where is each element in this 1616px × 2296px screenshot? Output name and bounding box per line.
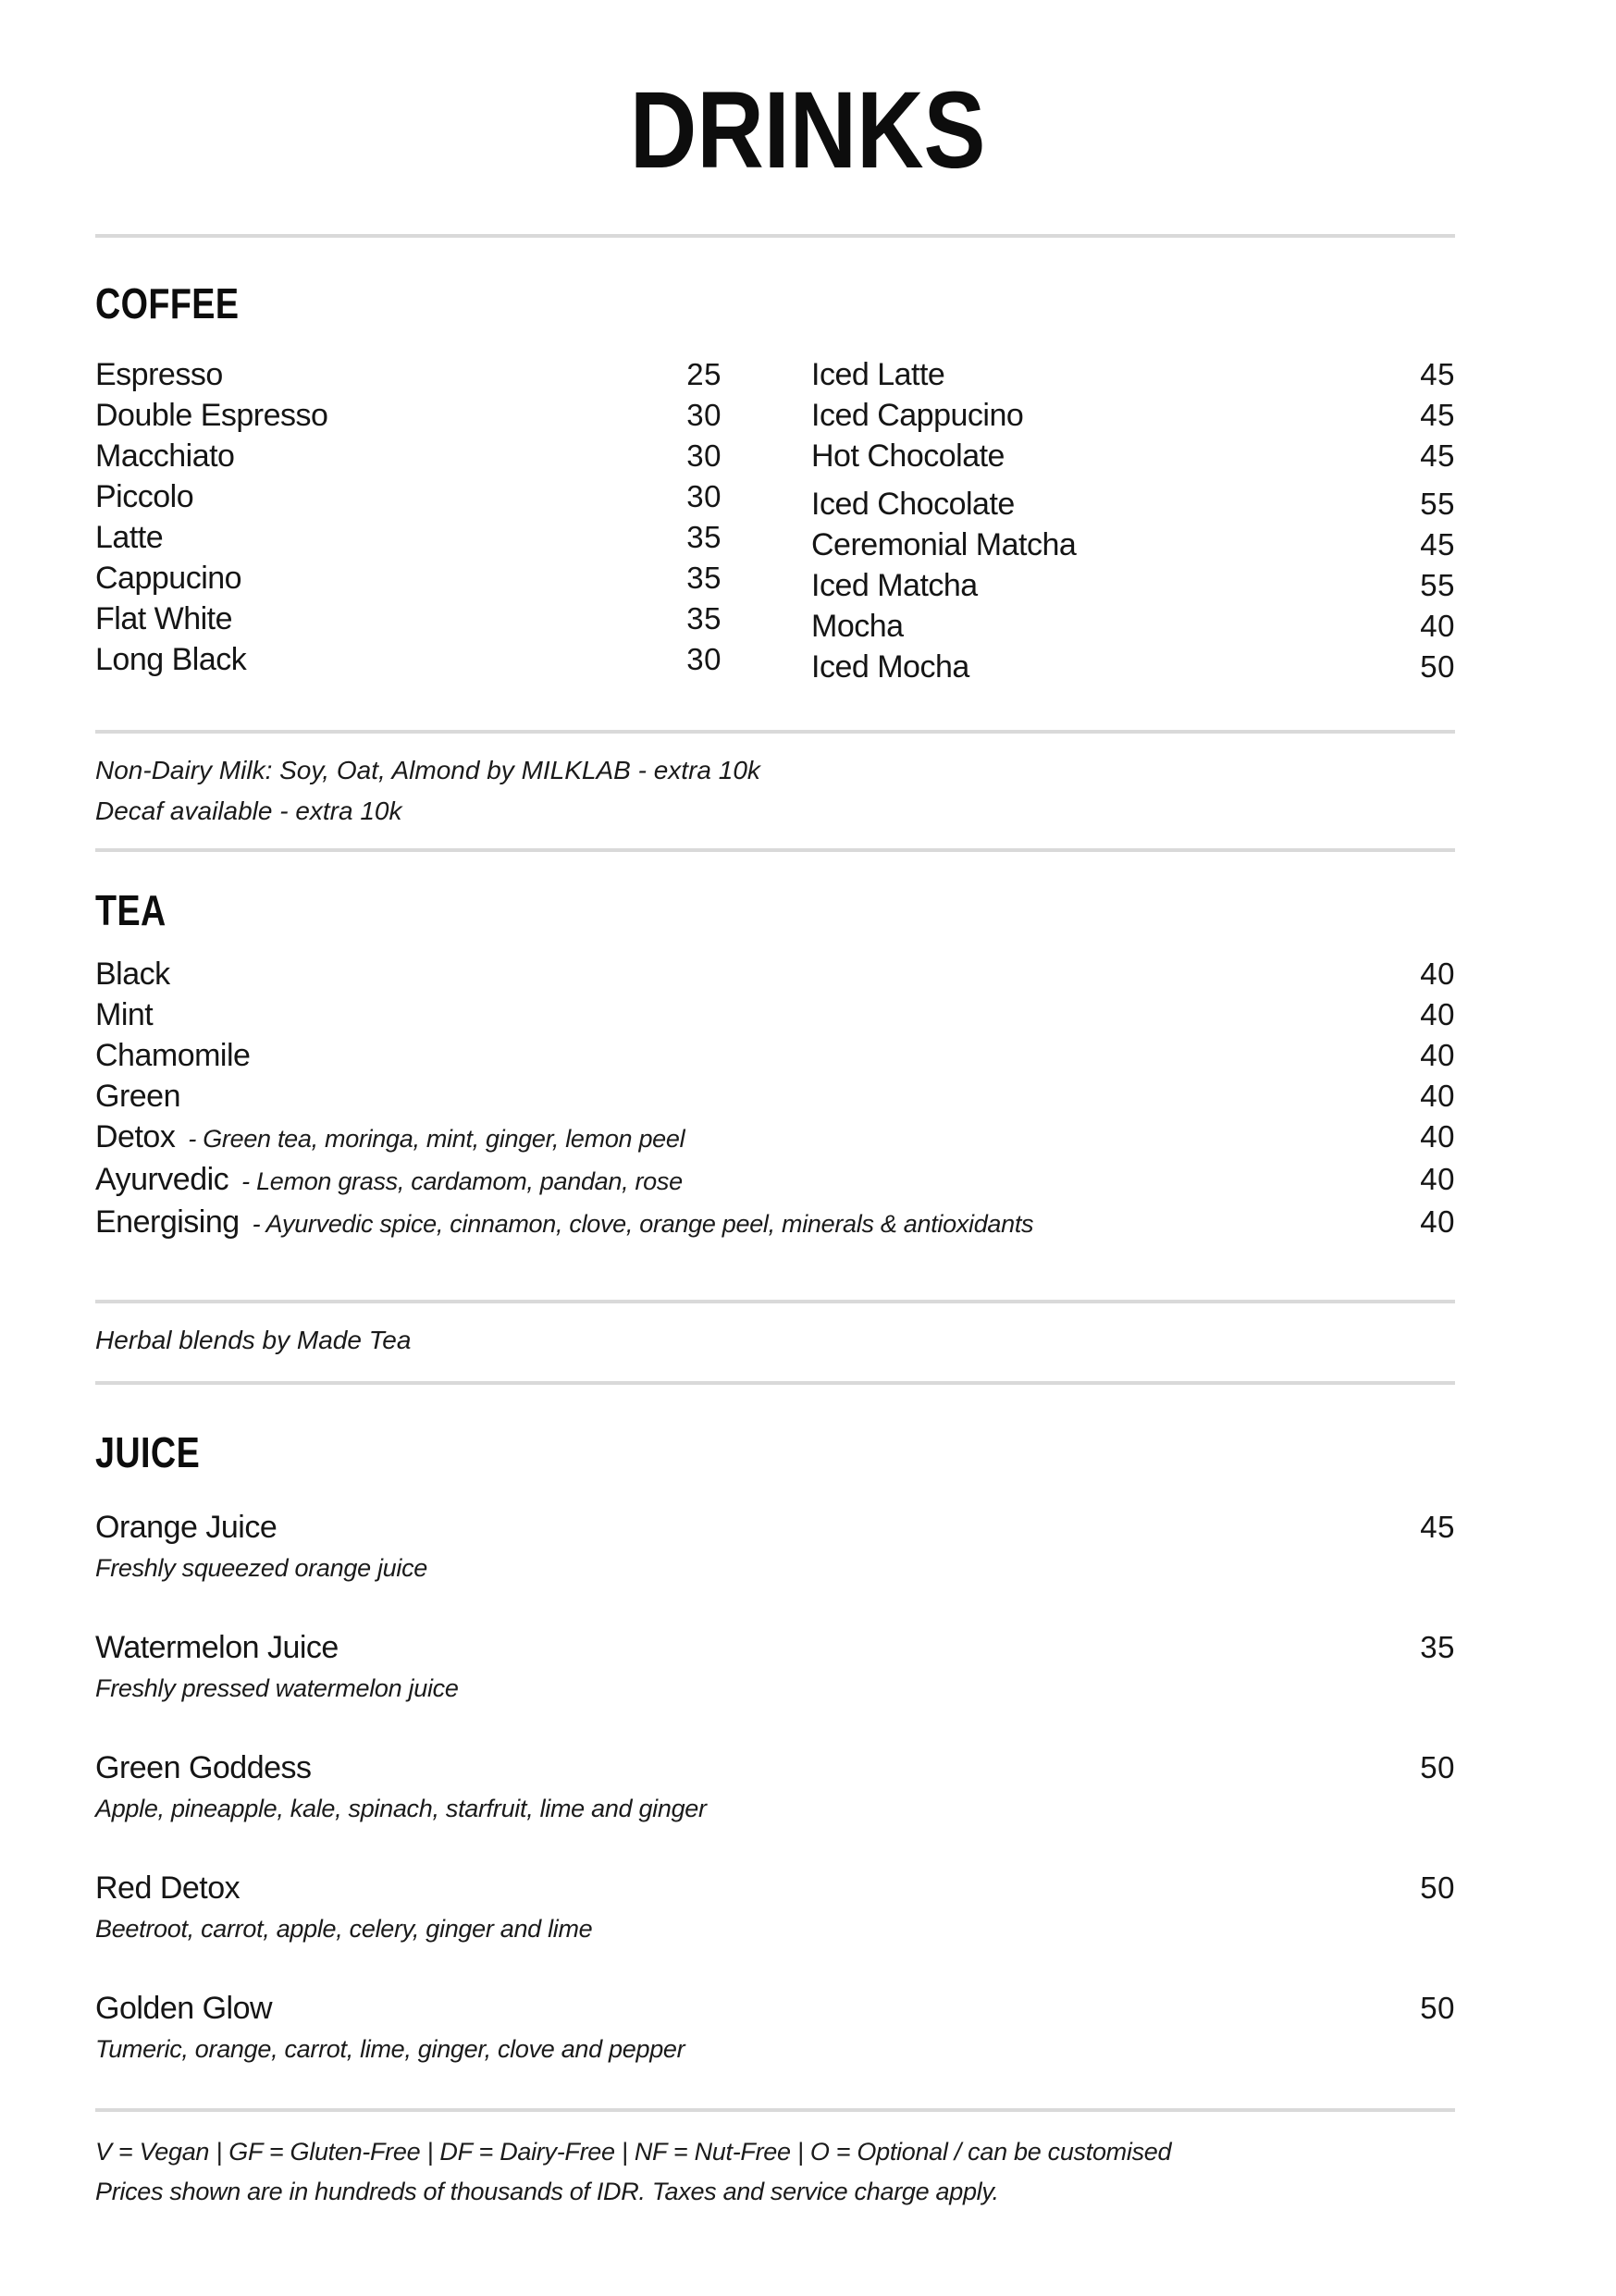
menu-item-row (95, 639, 722, 680)
item-price: 40 (1420, 609, 1455, 643)
item-price: 40 (1420, 1038, 1455, 1072)
item-name: Hot Chocolate (811, 438, 1005, 474)
menu-item-row (95, 436, 722, 476)
item-name: Mint (95, 997, 154, 1032)
menu-item (95, 1627, 1455, 1707)
section-heading-coffee-text: COFFEE (95, 279, 240, 327)
item-price: 35 (686, 520, 722, 554)
item-name: Chamomile (95, 1038, 251, 1073)
tea-note (95, 1320, 1455, 1361)
note-line: Decaf available - extra 10k (95, 796, 402, 825)
menu-item (95, 1868, 1455, 1947)
item-name: Iced Cappucino (811, 398, 1024, 433)
menu-item-row (95, 354, 722, 395)
coffee-right-column (811, 354, 1455, 687)
menu-item-row (811, 647, 1455, 687)
menu-item-row (95, 1159, 1455, 1202)
divider (95, 2108, 1455, 2112)
item-price: 50 (1420, 1870, 1455, 1905)
item-price: 45 (1420, 1510, 1455, 1544)
coffee-section (95, 279, 1455, 687)
item-name: Detox (95, 1119, 176, 1154)
menu-item-row (95, 1076, 1455, 1117)
item-desc: - Lemon grass, cardamom, pandan, rose (241, 1167, 683, 1195)
section-heading-coffee (95, 279, 1455, 327)
item-price: 55 (1420, 568, 1455, 602)
footer (95, 2132, 1455, 2212)
divider (95, 1381, 1455, 1385)
item-name: Energising (95, 1204, 240, 1240)
menu-item-row (95, 1747, 1455, 1788)
menu-item-row (95, 954, 1455, 994)
item-name: Green Goddess (95, 1750, 312, 1785)
item-desc: - Ayurvedic spice, cinnamon, clove, orange peel, minerals & antioxidants (252, 1210, 1034, 1238)
item-price: 40 (1420, 1079, 1455, 1113)
item-price: 45 (1420, 398, 1455, 432)
coffee-left-column (95, 354, 722, 687)
menu-item-row (95, 476, 722, 517)
item-name: Macchiato (95, 438, 235, 474)
menu-item-row (95, 1627, 1455, 1668)
item-price: 35 (686, 601, 722, 636)
item-price: 45 (1420, 438, 1455, 473)
menu-item-row (95, 1035, 1455, 1076)
menu-item-row (95, 599, 722, 639)
item-price: 40 (1420, 997, 1455, 1031)
menu-item-row (95, 1988, 1455, 2029)
item-desc: Freshly squeezed orange juice (95, 1554, 428, 1582)
divider (95, 234, 1455, 238)
divider (95, 1300, 1455, 1303)
menu-item-row (95, 1868, 1455, 1908)
section-heading-tea (95, 886, 1455, 934)
menu-item-row (95, 395, 722, 436)
item-price: 30 (686, 479, 722, 513)
item-name: Piccolo (95, 479, 194, 514)
item-name: Watermelon Juice (95, 1630, 339, 1665)
section-heading-juice (95, 1428, 1455, 1476)
item-price: 40 (1420, 957, 1455, 991)
item-desc: Freshly pressed watermelon juice (95, 1674, 459, 1702)
divider (95, 848, 1455, 852)
tea-items (95, 954, 1455, 1244)
item-name: Long Black (95, 642, 247, 677)
coffee-items (95, 354, 1455, 687)
menu-item (95, 1507, 1455, 1586)
item-price: 50 (1420, 1991, 1455, 2025)
menu-item-row (95, 1117, 1455, 1159)
item-name: Iced Chocolate (811, 487, 1015, 522)
menu-item-row (811, 525, 1455, 565)
juice-items (95, 1507, 1455, 2068)
footer-line: V = Vegan | GF = Gluten-Free | DF = Dairy-Free | NF = Nut-Free | O = Optional / can be customised (95, 2138, 1172, 2166)
footer-line: Prices shown are in hundreds of thousands of IDR. Taxes and service charge apply. (95, 2178, 999, 2205)
item-price: 25 (686, 357, 722, 391)
item-desc: Beetroot, carrot, apple, celery, ginger and lime (95, 1915, 593, 1943)
item-name: Ayurvedic (95, 1162, 229, 1197)
item-name: Red Detox (95, 1870, 241, 1906)
item-name: Black (95, 957, 170, 992)
item-name: Double Espresso (95, 398, 328, 433)
divider (95, 730, 1455, 734)
item-price: 50 (1420, 649, 1455, 684)
page-title (128, 69, 1487, 191)
item-desc: - Green tea, moringa, mint, ginger, lemon peel (188, 1125, 685, 1153)
item-price: 30 (686, 398, 722, 432)
menu-item-row (811, 436, 1455, 476)
item-price: 40 (1420, 1204, 1455, 1239)
menu-item-row (95, 1507, 1455, 1548)
note-line: Herbal blends by Made Tea (95, 1326, 412, 1354)
item-name: Latte (95, 520, 164, 555)
item-name: Flat White (95, 601, 233, 636)
menu-item-row (95, 517, 722, 558)
section-heading-juice-text: JUICE (95, 1428, 201, 1476)
menu-item-row (95, 1202, 1455, 1244)
page-title-text: DRINKS (629, 69, 986, 191)
menu-item-row (811, 395, 1455, 436)
menu-item (95, 1747, 1455, 1827)
section-heading-tea-text: TEA (95, 886, 167, 934)
item-desc: Apple, pineapple, kale, spinach, starfruit, lime and ginger (95, 1795, 707, 1822)
item-name: Cappucino (95, 561, 242, 596)
item-name: Mocha (811, 609, 904, 644)
menu-item-row (95, 558, 722, 599)
item-name: Iced Matcha (811, 568, 978, 603)
item-price: 30 (686, 642, 722, 676)
item-name: Green (95, 1079, 180, 1114)
item-name: Iced Latte (811, 357, 945, 392)
item-price: 30 (686, 438, 722, 473)
juice-section (95, 1428, 1455, 2068)
item-price: 40 (1420, 1119, 1455, 1154)
item-name: Espresso (95, 357, 223, 392)
item-desc: Tumeric, orange, carrot, lime, ginger, clove and pepper (95, 2035, 685, 2063)
note-line: Non-Dairy Milk: Soy, Oat, Almond by MILKLAB - extra 10k (95, 756, 760, 784)
item-name: Golden Glow (95, 1991, 273, 2026)
item-price: 50 (1420, 1750, 1455, 1784)
menu-item-row (95, 994, 1455, 1035)
tea-section (95, 886, 1455, 1244)
item-name: Orange Juice (95, 1510, 278, 1545)
menu-item-row (811, 354, 1455, 395)
item-price: 45 (1420, 357, 1455, 391)
item-price: 35 (1420, 1630, 1455, 1664)
menu-item-row (811, 565, 1455, 606)
menu-item (95, 1988, 1455, 2068)
item-price: 45 (1420, 527, 1455, 562)
menu-item-row (811, 606, 1455, 647)
menu-item-row (811, 484, 1455, 525)
item-price: 40 (1420, 1162, 1455, 1196)
item-name: Iced Mocha (811, 649, 969, 685)
item-name: Ceremonial Matcha (811, 527, 1077, 562)
item-price: 35 (686, 561, 722, 595)
coffee-notes (95, 750, 1455, 832)
item-price: 55 (1420, 487, 1455, 521)
